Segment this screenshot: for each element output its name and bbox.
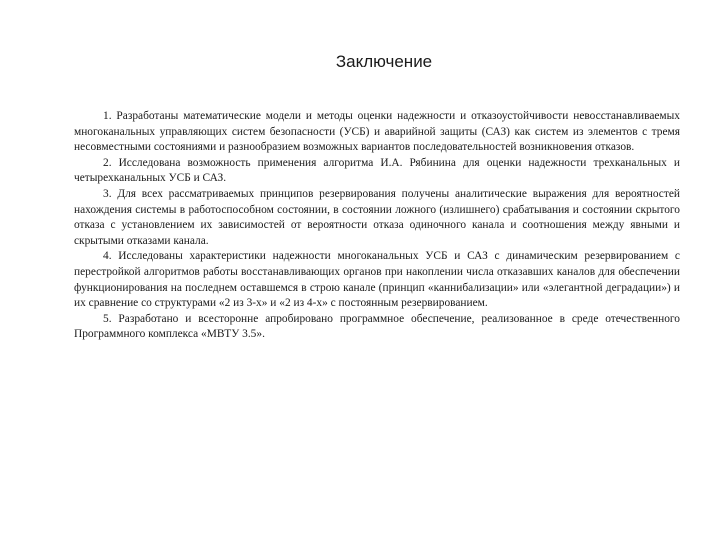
conclusion-paragraph-4: 4. Исследованы характеристики надежности многоканальных УСБ и САЗ с динамическим резервированием с перестройкой алгоритмов работы восстанавливающих органов при накоплении числа отказавших каналов для обеспечении функционирования на последнем оставшемся в строю канале (принцип «каннибализации» или «элегантной деградации») и их сравнение со структурами «2 из 3-х» и «2 из 4-х» с постоянным резервированием. (74, 250, 680, 310)
conclusion-paragraph-5: 5. Разработано и всесторонне апробировано программное обеспечение, реализованное в среде отечественного Программного комплекса «МВТУ 3.5». (74, 312, 680, 341)
conclusion-paragraph-3: 3. Для всех рассматриваемых принципов резервирования получены аналитические выражения для вероятностей нахождения системы в работоспособном состоянии, в состоянии ложного (излишнего) срабатывания и состоянии скрытого отказа с установлением их зависимостей от вероятности отказа одиночного канала и соотношения между явными и скрытыми отказами канала. (74, 187, 680, 247)
conclusion-paragraph-1: 1. Разработаны математические модели и методы оценки надежности и отказоустойчивости невосстанавливаемых многоканальных управляющих систем безопасности (УСБ) и аварийной защиты (САЗ) как систем из элементов с тремя несовместными состояниями и разнообразием возможных вариантов последовательностей возникновения отказов. (74, 110, 680, 154)
conclusion-body (74, 109, 680, 343)
conclusion-paragraph-2: 2. Исследована возможность применения алгоритма И.А. Рябинина для оценки надежности трехканальных и четырехканальных УСБ и САЗ. (74, 156, 680, 185)
slide-title: Заключение (335, 52, 433, 71)
